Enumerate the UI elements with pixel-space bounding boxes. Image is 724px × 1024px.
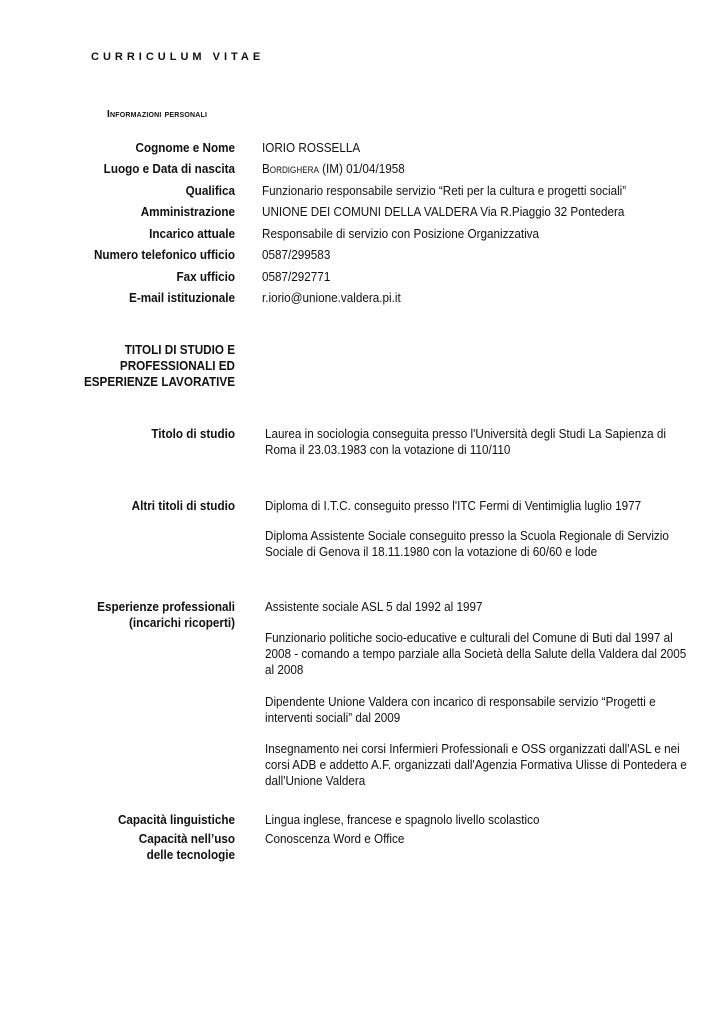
other-title-item: Diploma di I.T.C. conseguito presso l'ITC Fermi di Ventimiglia luglio 1977 [265, 498, 642, 513]
fax-label: Fax ufficio [176, 269, 235, 284]
fax-value: 0587/292771 [262, 269, 331, 284]
tech-label: Capacità nell’uso delle tecnologie [138, 831, 235, 862]
tech-value: Conoscenza Word e Office [265, 831, 405, 846]
phone-label: Numero telefonico ufficio [93, 247, 236, 262]
document-title: CURRICULUM VITAE [91, 51, 265, 63]
degree-label: Titolo di studio [151, 426, 235, 441]
birth-place: Bordighera [262, 161, 319, 176]
current-role-label: Incarico attuale [149, 226, 235, 241]
languages-value: Lingua inglese, francese e spagnolo livello scolastico [265, 812, 540, 827]
qualification-label: Qualifica [185, 183, 235, 198]
birth-rest: (IM) 01/04/1958 [318, 161, 405, 176]
experience-item: Insegnamento nei corsi Infermieri Professionali e OSS organizzati dall'ASL e nei corsi ADB e addetto A.F. organizzati dall'Agenzia Formativa Ulisse di Pontedera e dall'Unione Valdera [265, 741, 687, 788]
email-label: E-mail istituzionale [129, 290, 235, 305]
current-role-value: Responsabile di servizio con Posizione Organizzativa [262, 226, 540, 241]
other-titles-label: Altri titoli di studio [131, 498, 235, 513]
education-section-heading: TITOLI DI STUDIO E PROFESSIONALI ED ESPERIENZE LAVORATIVE [83, 342, 236, 389]
surname-name-label: Cognome e Nome [135, 140, 235, 155]
experience-item: Dipendente Unione Valdera con incarico di responsabile servizio “Progetti e interventi sociali” dal 2009 [265, 694, 656, 725]
degree-value: Laurea in sociologia conseguita presso l'Università degli Studi La Sapienza di Roma il 23.03.1983 con la votazione di 110/110 [265, 426, 666, 457]
experience-item: Funzionario politiche socio-educative e culturali del Comune di Buti dal 1997 al 2008 - comando a tempo parziale alla Società della Salute della Valdera dal 2005 al 2008 [265, 630, 687, 677]
experience-item: Assistente sociale ASL 5 dal 1992 al 1997 [265, 599, 483, 614]
other-title-item: Diploma Assistente Sociale conseguito presso la Scuola Regionale di Servizio Sociale di Genova il 18.11.1980 con la votazione di 60/60 e lode [265, 528, 669, 559]
surname-name-value: IORIO ROSSELLA [262, 140, 361, 155]
section-personal-heading: Informazioni personali [107, 109, 208, 120]
email-value: r.iorio@unione.valdera.pi.it [262, 290, 401, 305]
languages-label: Capacità linguistiche [117, 812, 235, 827]
administration-value: UNIONE DEI COMUNI DELLA VALDERA Via R.Piaggio 32 Pontedera [262, 204, 625, 219]
birth-value [262, 161, 658, 177]
qualification-value: Funzionario responsabile servizio “Reti per la cultura e progetti sociali” [262, 183, 627, 198]
birth-label: Luogo e Data di nascita [103, 161, 235, 176]
phone-value: 0587/299583 [262, 247, 331, 262]
experience-label: Esperienze professionali (incarichi ricoperti) [97, 599, 235, 630]
administration-label: Amministrazione [140, 204, 235, 219]
